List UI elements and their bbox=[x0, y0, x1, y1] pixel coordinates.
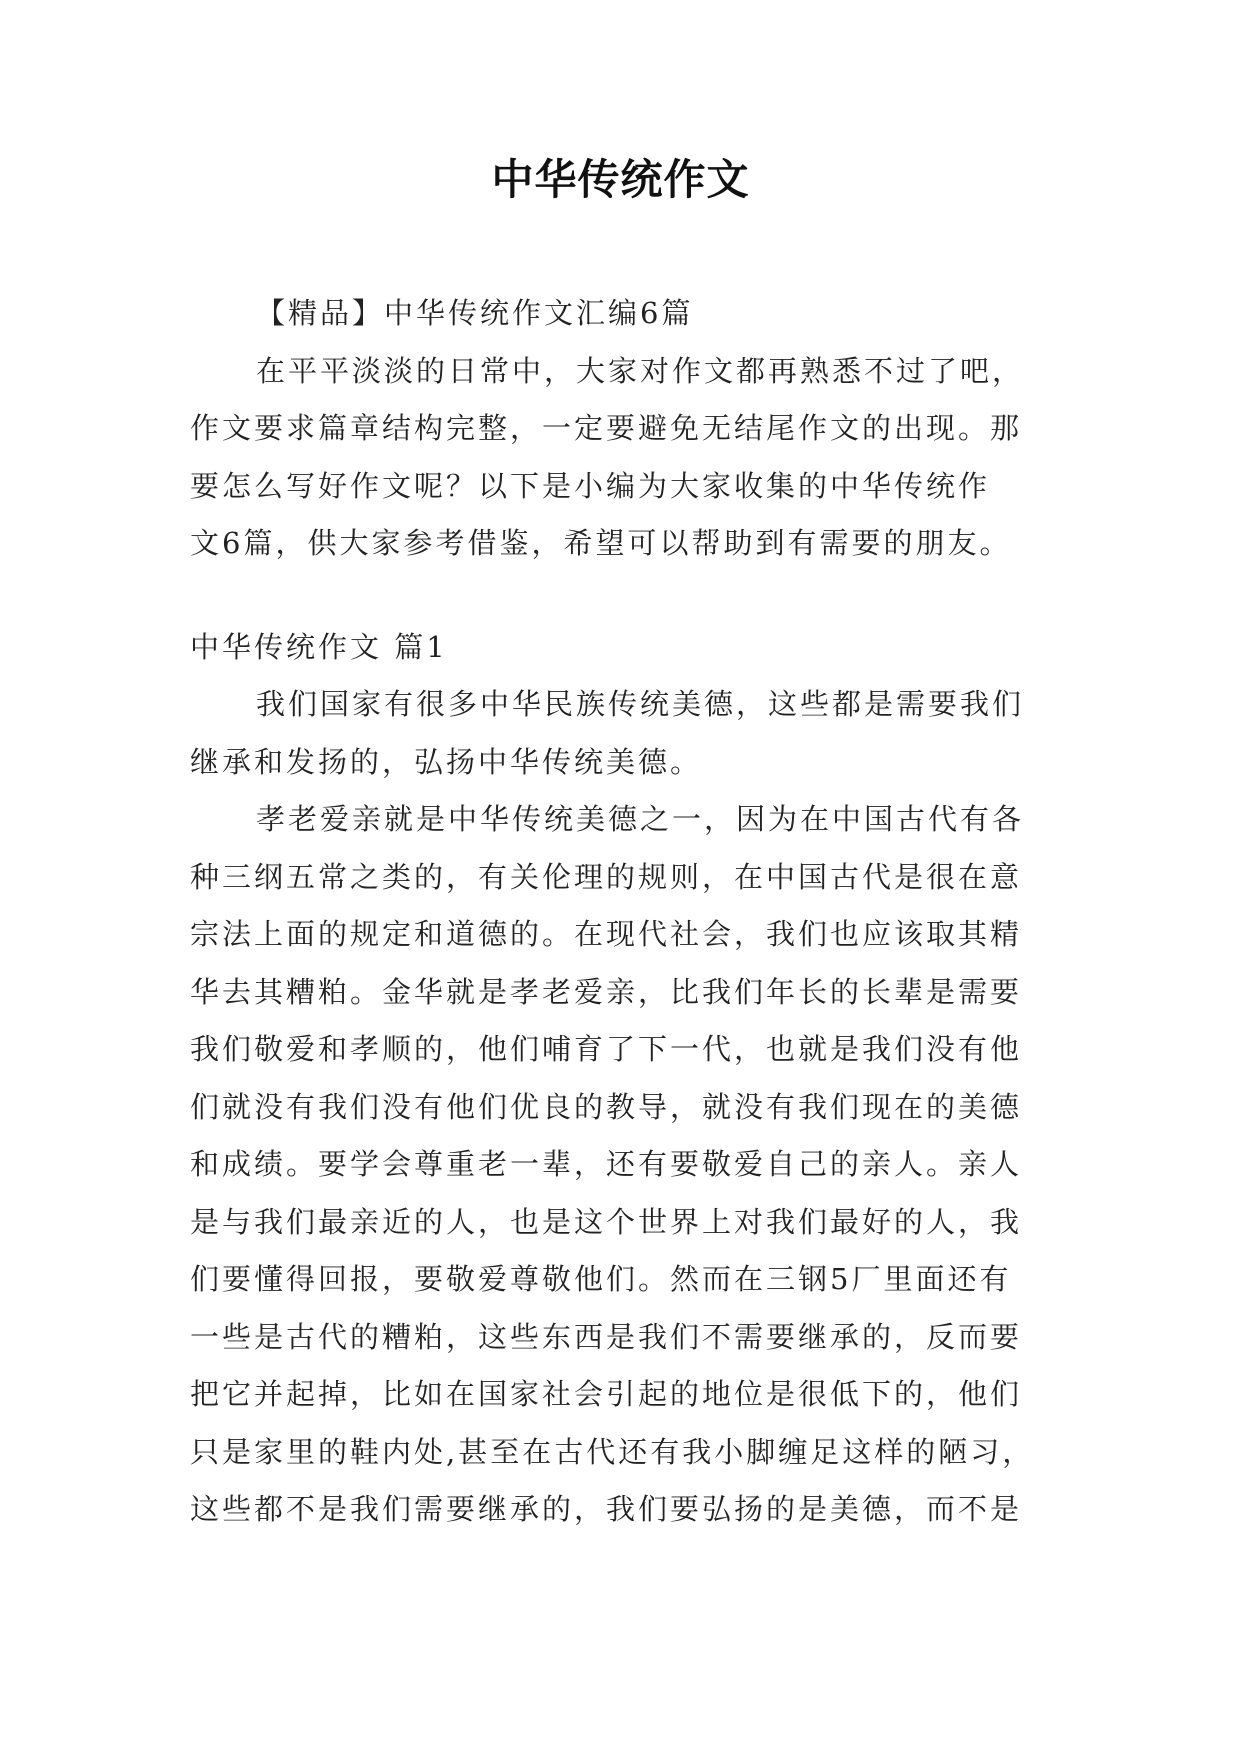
paragraph-line: 把它并起掉，比如在国家社会引起的地位是很低下的，他们 bbox=[190, 1377, 1023, 1411]
paragraph-line: 我们国家有很多中华民族传统美德，这些都是需要我们 bbox=[256, 687, 1025, 721]
paragraph-line: 一些是古代的糟粕，这些东西是我们不需要继承的，反而要 bbox=[190, 1319, 1023, 1354]
intro-line: 在平平淡淡的日常中，大家对作文都再熟悉不过了吧， bbox=[256, 353, 1025, 388]
intro-subtitle: 【精品】中华传统作文汇编6篇 bbox=[256, 296, 694, 330]
paragraph-line: 我们敬爱和孝顺的，他们哺育了下一代，也就是我们没有他 bbox=[190, 1032, 1023, 1066]
paragraph-line: 们要懂得回报，要敬爱尊敬他们。然而在三钢5厂里面还有 bbox=[190, 1262, 1012, 1296]
paragraph-line: 孝老爱亲就是中华传统美德之一，因为在中国古代有各 bbox=[256, 802, 1025, 836]
intro-line: 要怎么写好作文呢？以下是小编为大家收集的中华传统作 bbox=[190, 468, 991, 503]
paragraph-line: 是与我们最亲近的人，也是这个世界上对我们最好的人，我 bbox=[190, 1204, 1023, 1239]
section-heading: 中华传统作文 篇1 bbox=[190, 629, 448, 664]
paragraph-line: 只是家里的鞋内处,甚至在古代还有我小脚缠足这样的陋习， bbox=[190, 1434, 1035, 1469]
paragraph-line: 宗法上面的规定和道德的。在现代社会，我们也应该取其精 bbox=[190, 917, 1023, 951]
document-title: 中华传统作文 bbox=[491, 155, 750, 204]
intro-line: 作文要求篇章结构完整，一定要避免无结尾作文的出现。那 bbox=[190, 411, 1023, 445]
paragraph-line: 华去其糟粕。金华就是孝老爱亲，比我们年长的长辈是需要 bbox=[190, 974, 1023, 1009]
paragraph-line: 和成绩。要学会尊重老一辈，还有要敬爱自己的亲人。亲人 bbox=[190, 1147, 1023, 1181]
document-body bbox=[190, 285, 1050, 1539]
section-spacer bbox=[190, 573, 1050, 619]
paragraph-line: 们就没有我们没有他们优良的教导，就没有我们现在的美德 bbox=[190, 1089, 1023, 1124]
paragraph-line: 继承和发扬的，弘扬中华传统美德。 bbox=[190, 744, 703, 779]
intro-line: 文6篇，供大家参考借鉴，希望可以帮助到有需要的朋友。 bbox=[190, 526, 1012, 560]
paragraph-line: 这些都不是我们需要继承的，我们要弘扬的是美德，而不是 bbox=[190, 1492, 1023, 1526]
paragraph-line: 种三纲五常之类的，有关伦理的规则，在中国古代是很在意 bbox=[190, 859, 1023, 894]
